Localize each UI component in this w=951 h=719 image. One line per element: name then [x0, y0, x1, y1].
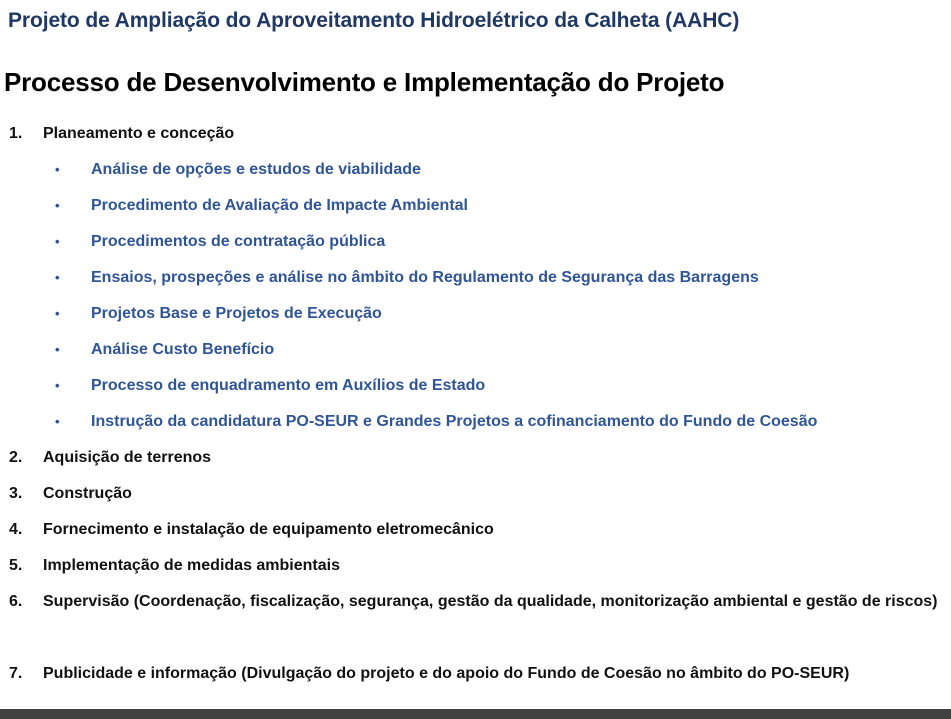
sub-list-item — [0, 332, 951, 368]
list-item — [0, 116, 951, 152]
bullet-icon: • — [55, 162, 60, 177]
footer-bar — [0, 709, 951, 719]
sub-list-item — [0, 296, 951, 332]
list-item — [0, 476, 951, 512]
list-item — [0, 548, 951, 584]
sub-item-text: Procedimentos de contratação pública — [91, 233, 386, 250]
sub-item-text: Instrução da candidatura PO-SEUR e Grandes Projetos a cofinanciamento do Fundo de Coesão — [91, 413, 818, 430]
sub-item-text: Projetos Base e Projetos de Execução — [91, 305, 382, 322]
list-item — [0, 512, 951, 548]
item-text: Construção — [43, 485, 132, 502]
list-item — [0, 440, 951, 476]
item-text: Implementação de medidas ambientais — [43, 557, 340, 574]
list-item — [0, 656, 951, 692]
process-list — [0, 116, 951, 692]
bullet-icon: • — [55, 378, 60, 393]
item-text: Aquisição de terrenos — [43, 449, 212, 466]
sub-item-text: Análise Custo Benefício — [91, 341, 275, 358]
item-number: 5. — [9, 557, 23, 574]
sub-item-text: Ensaios, prospeções e análise no âmbito do Regulamento de Segurança das Barragens — [91, 269, 759, 286]
bullet-icon: • — [55, 414, 60, 429]
sub-list-item — [0, 404, 951, 440]
item-number: 4. — [9, 521, 23, 538]
bullet-icon: • — [55, 198, 60, 213]
bullet-icon: • — [55, 306, 60, 321]
item-number: 7. — [9, 665, 23, 682]
item-text: Planeamento e conceção — [43, 125, 235, 142]
list-item — [0, 584, 951, 656]
item-number: 3. — [9, 485, 23, 502]
item-number: 2. — [9, 449, 23, 466]
bullet-icon: • — [55, 342, 60, 357]
sub-list-item — [0, 152, 951, 188]
item-number: 1. — [9, 125, 23, 142]
header-title: Projeto de Ampliação do Aproveitamento Hidroelétrico da Calheta (AAHC) — [8, 9, 740, 32]
item-text: Publicidade e informação (Divulgação do projeto e do apoio do Fundo de Coesão no âmbito do PO-SEUR) — [43, 665, 850, 682]
item-text: Fornecimento e instalação de equipamento eletromecânico — [43, 521, 494, 538]
sub-list-item — [0, 260, 951, 296]
sub-list-item — [0, 368, 951, 404]
item-text: Supervisão (Coordenação, fiscalização, segurança, gestão da qualidade, monitorização ambiental e gestão de riscos) — [43, 593, 938, 610]
sub-list-item — [0, 188, 951, 224]
item-number: 6. — [9, 593, 23, 610]
sub-item-text: Processo de enquadramento em Auxílios de Estado — [91, 377, 486, 394]
sub-list-item — [0, 224, 951, 260]
sub-item-text: Análise de opções e estudos de viabilidade — [91, 161, 421, 178]
sub-item-text: Procedimento de Avaliação de Impacte Ambiental — [91, 197, 468, 214]
page-title: Processo de Desenvolvimento e Implementação do Projeto — [4, 67, 725, 97]
bullet-icon: • — [55, 270, 60, 285]
bullet-icon: • — [55, 234, 60, 249]
